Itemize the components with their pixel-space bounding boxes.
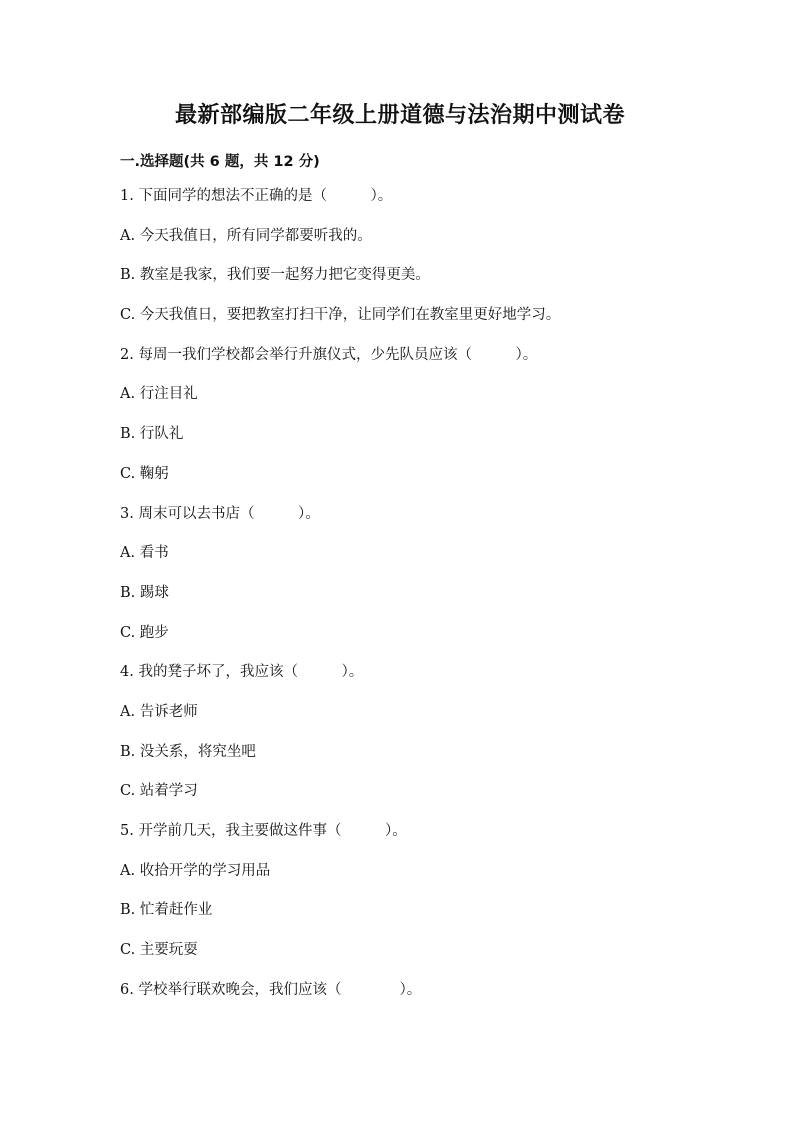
question-2-option-c: C. 鞠躬 <box>120 465 169 482</box>
question-1-option-b: B. 教室是我家，我们要一起努力把它变得更美。 <box>120 267 430 284</box>
question-1: 1. 下面同学的想法不正确的是（ ）。 <box>120 188 393 204</box>
question-5-option-a: A. 收拾开学的学习用品 <box>120 862 271 879</box>
question-5-option-b: B. 忙着赶作业 <box>120 902 213 919</box>
question-3-option-b: B. 踢球 <box>120 584 169 601</box>
question-3-option-a: A. 看书 <box>120 545 169 562</box>
question-6: 6. 学校举行联欢晚会，我们应该（ ）。 <box>120 981 422 998</box>
question-5: 5. 开学前几天，我主要做这件事（ ）。 <box>120 823 407 839</box>
question-list <box>120 186 700 1019</box>
question-2-option-b: B. 行队礼 <box>120 426 184 443</box>
question-3: 3. 周末可以去书店（ ）。 <box>120 505 320 522</box>
question-4: 4. 我的凳子坏了，我应该（ ）。 <box>120 664 364 681</box>
question-4-option-c: C. 站着学习 <box>120 783 198 800</box>
question-4-option-b: B. 没关系，将究坐吧 <box>120 743 256 760</box>
question-3-option-c: C. 跑步 <box>120 624 169 641</box>
question-4-option-a: A. 告诉老师 <box>120 703 198 720</box>
section-heading: 一.选择题(共 6 题，共 12 分) <box>120 154 320 170</box>
question-1-option-c: C. 今天我值日，要把教室打扫干净，让同学们在教室里更好地学习。 <box>120 307 561 324</box>
question-2-option-a: A. 行注目礼 <box>120 386 198 403</box>
question-5-option-c: C. 主要玩耍 <box>120 942 198 959</box>
exam-title: 最新部编版二年级上册道德与法治期中测试卷 <box>174 103 625 128</box>
question-1-option-a: A. 今天我值日，所有同学都要听我的。 <box>120 227 372 244</box>
question-2: 2. 每周一我们学校都会举行升旗仪式，少先队员应该（ ）。 <box>120 346 538 363</box>
